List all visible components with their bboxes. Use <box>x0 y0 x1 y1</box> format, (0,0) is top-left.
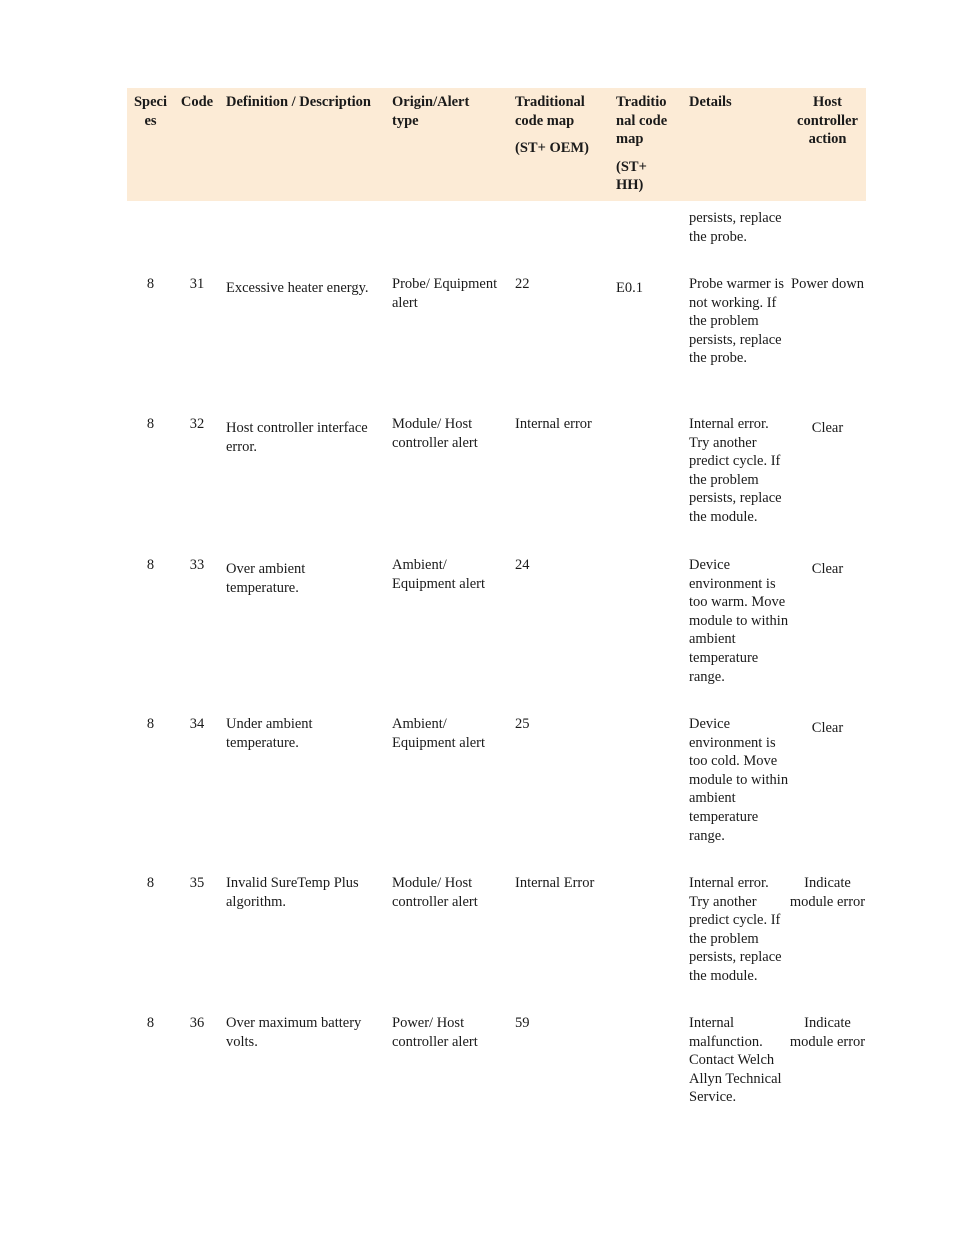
row-code: 32 <box>189 416 205 432</box>
row-code: 35 <box>189 875 205 891</box>
row-species: 8 <box>146 1015 155 1031</box>
header-traditional-hh-title: Traditio nal code map <box>616 94 668 148</box>
row-details: Internal malfunction. Contact Welch Allyn Technical Service. <box>689 1015 782 1106</box>
row-details: Probe warmer is not working. If the problem persists, replace the probe. <box>689 276 785 367</box>
row-definition: Host controller interface error. <box>226 420 368 455</box>
row-traditional-oem: 59 <box>515 1015 530 1031</box>
details-continuation: persists, replace the probe. <box>689 210 782 245</box>
row-details: Internal error. Try another predict cycle. If the problem persists, replace the module. <box>689 416 782 525</box>
row-definition: Invalid SureTemp Plus algorithm. <box>226 875 359 910</box>
header-traditional-hh-sub: (ST+ HH) <box>616 158 647 194</box>
table-header <box>127 88 866 201</box>
row-traditional-oem: 22 <box>515 276 530 292</box>
row-traditional-oem: 25 <box>515 716 530 732</box>
row-code: 31 <box>189 276 205 292</box>
header-details: Details <box>689 94 732 110</box>
row-action: Indicate module error <box>789 1015 866 1050</box>
row-origin: Ambient/ Equipment alert <box>392 557 486 592</box>
row-origin: Probe/ Equipment alert <box>392 276 498 311</box>
row-action: Indicate module error <box>789 875 866 910</box>
header-traditional-oem-sub: (ST+ OEM) <box>515 140 589 157</box>
header-traditional-oem <box>515 93 610 158</box>
row-origin: Power/ Host controller alert <box>392 1015 478 1050</box>
row-definition: Over ambient temperature. <box>226 561 306 596</box>
row-traditional-oem: Internal error <box>515 416 592 432</box>
row-traditional-hh: E0.1 <box>616 280 643 296</box>
row-origin: Module/ Host controller alert <box>392 416 478 451</box>
row-species: 8 <box>146 416 155 432</box>
row-traditional-oem: 24 <box>515 557 530 573</box>
header-traditional-oem-title: Traditional code map <box>515 94 585 129</box>
header-origin: Origin/Alert type <box>392 94 470 129</box>
row-origin: Ambient/ Equipment alert <box>392 716 486 751</box>
row-traditional-oem: Internal Error <box>515 875 595 891</box>
header-code: Code <box>180 94 214 110</box>
row-species: 8 <box>146 716 155 732</box>
row-action: Clear <box>811 420 844 436</box>
row-details: Internal error. Try another predict cycle. If the problem persists, replace the module. <box>689 875 782 984</box>
row-details: Device environment is too cold. Move module to within ambient temperature range. <box>689 716 789 844</box>
row-action: Clear <box>811 720 844 736</box>
row-action: Clear <box>811 561 844 577</box>
row-code: 34 <box>189 716 205 732</box>
header-definition: Definition / Description <box>226 94 371 110</box>
header-traditional-hh <box>616 93 684 195</box>
header-species: Speci es <box>133 94 168 129</box>
row-species: 8 <box>146 276 155 292</box>
row-definition: Under ambient temperature. <box>226 716 313 751</box>
row-action: Power down <box>791 276 864 292</box>
row-details: Device environment is too warm. Move module to within ambient temperature range. <box>689 557 789 685</box>
row-definition: Excessive heater energy. <box>226 280 369 296</box>
row-code: 33 <box>189 557 205 573</box>
row-species: 8 <box>146 875 155 891</box>
row-definition: Over maximum battery volts. <box>226 1015 362 1050</box>
row-species: 8 <box>146 557 155 573</box>
header-action: Host controller action <box>797 94 858 148</box>
row-origin: Module/ Host controller alert <box>392 875 478 910</box>
row-code: 36 <box>189 1015 205 1031</box>
